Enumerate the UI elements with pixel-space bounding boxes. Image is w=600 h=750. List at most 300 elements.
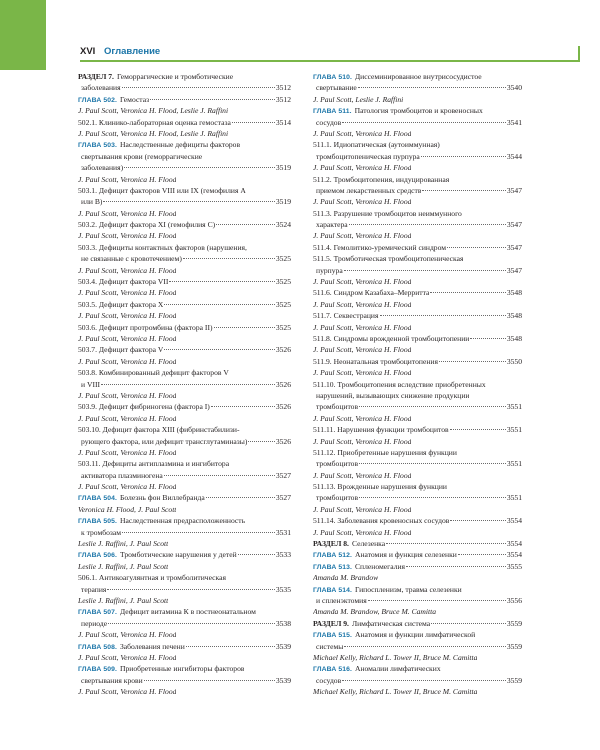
page-ref: 3531	[275, 527, 291, 537]
toc-author-line	[78, 652, 291, 663]
author-names: J. Paul Scott, Veronica H. Flood	[313, 231, 412, 241]
toc-chapter-entry	[313, 549, 522, 560]
toc-entry-line	[313, 242, 522, 253]
page-ref: 3550	[506, 356, 522, 366]
dot-leader	[216, 224, 275, 225]
dot-leader	[342, 680, 506, 681]
toc-chapter-entry	[78, 641, 291, 652]
toc-entry-line	[78, 584, 291, 595]
entry-title: тромбоцитов	[316, 402, 359, 412]
chapter-label: ГЛАВА 505.	[78, 518, 117, 526]
toc-author-line	[313, 367, 522, 378]
author-names: J. Paul Scott, Veronica H. Flood	[78, 333, 177, 343]
dot-leader	[101, 384, 275, 385]
dot-leader	[358, 87, 506, 88]
page-ref: 3535	[275, 584, 291, 594]
toc-author-line	[313, 686, 522, 697]
page-ref: 3541	[506, 117, 522, 127]
chapter-label: ГЛАВА 515.	[313, 632, 352, 640]
entry-title: пурпура	[316, 265, 343, 275]
entry-title: 511.2. Тромбоцитопения, индуцированная	[313, 174, 450, 184]
dot-leader	[359, 463, 506, 464]
toc-entry-line	[313, 356, 522, 367]
toc-author-line	[313, 572, 522, 583]
chapter-label: ГЛАВА 504.	[78, 495, 117, 503]
toc-entry-line	[313, 139, 522, 150]
section-label: РАЗДЕЛ 9.	[313, 618, 349, 628]
toc-author-line	[78, 504, 291, 515]
dot-leader	[164, 349, 274, 350]
page-ref: 3526	[275, 436, 291, 446]
toc-author-line	[78, 265, 291, 276]
author-names: J. Paul Scott, Veronica H. Flood	[78, 265, 177, 275]
author-names: J. Paul Scott, Veronica H. Flood	[78, 447, 177, 457]
toc-entry-line	[313, 287, 522, 298]
dot-leader	[342, 122, 506, 123]
author-names: J. Paul Scott, Veronica H. Flood	[78, 174, 177, 184]
toc-entry-line	[78, 424, 291, 435]
toc-left-column	[78, 71, 291, 697]
author-names: J. Paul Scott, Veronica H. Flood	[313, 527, 412, 537]
author-names: Leslie J. Raffini, J. Paul Scott	[78, 595, 169, 605]
page-ref: 3559	[506, 641, 522, 651]
author-names: J. Paul Scott, Veronica H. Flood, Leslie J. Raffini	[78, 128, 229, 138]
entry-title: 503.9. Дефицит фибриногена (фактора I)	[78, 402, 210, 412]
toc-author-line	[78, 538, 291, 549]
toc-entry-line	[78, 299, 291, 310]
chapter-label: ГЛАВА 508.	[78, 643, 117, 651]
entry-title: Болезнь фон Виллебранда	[119, 493, 205, 503]
entry-title: и спленэктомия	[316, 595, 367, 605]
author-names: J. Paul Scott, Veronica H. Flood	[78, 356, 177, 366]
toc-entry-line	[313, 515, 522, 526]
page-ref: 3548	[506, 311, 522, 321]
toc-right-column	[313, 71, 522, 697]
toc-entry-line	[313, 208, 522, 219]
toc-chapter-entry	[78, 492, 291, 503]
entry-title: к тромбозам	[81, 527, 122, 537]
dot-leader	[422, 190, 505, 191]
entry-title: свертывания крови (геморрагические	[81, 151, 203, 161]
page-ref: 3559	[506, 618, 522, 628]
page-title: Оглавление	[104, 46, 161, 57]
page-ref: 3533	[275, 550, 291, 560]
dot-leader	[150, 99, 275, 100]
toc-entry-line	[313, 185, 522, 196]
toc-entry-line	[78, 458, 291, 469]
entry-title: 503.11. Дефициты антиплазмина и ингибитора	[78, 459, 230, 469]
entry-title: заболевания	[81, 83, 121, 93]
entry-title: Заболевания печени	[119, 641, 185, 651]
toc-author-line	[78, 629, 291, 640]
entry-title: Наследственные дефициты факторов	[119, 140, 241, 150]
author-names: J. Paul Scott, Veronica H. Flood	[313, 345, 412, 355]
toc-chapter-entry	[78, 549, 291, 560]
entry-title: 502.1. Клинико-лабораторная оценка гемостаза	[78, 117, 231, 127]
toc-entry-line	[313, 492, 522, 503]
toc-entry-line	[313, 447, 522, 458]
toc-author-line	[78, 333, 291, 344]
author-names: J. Paul Scott, Veronica H. Flood	[78, 231, 177, 241]
toc-entry-line	[78, 242, 291, 253]
page-ref: 3526	[275, 379, 291, 389]
author-names: J. Paul Scott, Veronica H. Flood	[78, 390, 177, 400]
page-ref: 3554	[506, 516, 522, 526]
entry-title: 503.6. Дефицит протромбина (фактора II)	[78, 322, 213, 332]
entry-title: тромбоцитопеническая пурпура	[316, 151, 420, 161]
page-number: XVI	[80, 46, 96, 57]
toc-author-line	[313, 413, 522, 424]
page-ref: 3527	[275, 470, 291, 480]
page-ref: 3544	[506, 151, 522, 161]
toc-chapter-entry	[78, 663, 291, 674]
toc-entry-line	[313, 401, 522, 412]
toc-chapter-entry	[313, 71, 522, 82]
entry-title: 511.13. Врожденные нарушения функции	[313, 482, 447, 492]
toc-section-entry	[313, 618, 522, 629]
toc-chapter-entry	[313, 105, 522, 116]
page-ref: 3554	[506, 539, 522, 549]
author-names: J. Paul Scott, Veronica H. Flood	[313, 504, 412, 514]
toc-entry-line	[313, 151, 522, 162]
toc-section-entry	[313, 538, 522, 549]
page-ref: 3526	[275, 345, 291, 355]
toc-entry-line	[78, 470, 291, 481]
toc-entry-line	[78, 219, 291, 230]
toc-chapter-entry	[78, 94, 291, 105]
entry-title: 511.1. Идиопатическая (аутоиммунная)	[313, 140, 440, 150]
author-names: J. Paul Scott, Veronica H. Flood	[313, 277, 412, 287]
author-names: J. Paul Scott, Veronica H. Flood	[78, 687, 177, 697]
toc-chapter-entry	[78, 515, 291, 526]
chapter-label: ГЛАВА 510.	[313, 74, 352, 81]
green-corner-tab	[0, 0, 46, 70]
toc-entry-line	[78, 618, 291, 629]
page-ref: 3548	[506, 288, 522, 298]
entry-title: 503.4. Дефицит фактора VII	[78, 277, 169, 287]
dot-leader	[144, 680, 275, 681]
dot-leader	[248, 441, 274, 442]
entry-title: заболевания)	[81, 163, 124, 173]
toc-author-line	[313, 527, 522, 538]
toc-entry-line	[313, 675, 522, 686]
toc-entry-line	[313, 379, 522, 390]
entry-title: 503.1. Дефицит факторов VIII или IX (гемофилия А	[78, 185, 246, 195]
author-names: J. Paul Scott, Veronica H. Flood	[78, 652, 177, 662]
entry-title: характера	[316, 220, 348, 230]
author-names: J. Paul Scott, Leslie J. Raffini	[313, 94, 404, 104]
toc-author-line	[313, 504, 522, 515]
dot-leader	[458, 554, 506, 555]
author-names: J. Paul Scott, Veronica H. Flood	[313, 368, 412, 378]
entry-title: Лимфатическая система	[351, 618, 431, 628]
section-label: РАЗДЕЛ 7.	[78, 72, 114, 81]
page-ref: 3514	[275, 117, 291, 127]
dot-leader	[214, 327, 275, 328]
toc-entry-line	[78, 162, 291, 173]
author-names: J. Paul Scott, Veronica H. Flood	[313, 197, 412, 207]
entry-title: или В)	[81, 197, 103, 207]
page-ref: 3547	[506, 265, 522, 275]
page-ref: 3551	[506, 402, 522, 412]
toc-entry-line	[313, 174, 522, 185]
toc-entry-line	[313, 481, 522, 492]
dot-leader	[186, 646, 275, 647]
toc-section-entry	[78, 71, 291, 82]
dot-leader	[359, 406, 506, 407]
entry-title: 511.4. Гемолитико-уремический синдром	[313, 242, 447, 252]
dot-leader	[450, 520, 505, 521]
entry-title: Приобретенные ингибиторы факторов	[119, 664, 245, 674]
entry-title: сосудов	[316, 675, 342, 685]
toc-entry-line	[78, 185, 291, 196]
toc-author-line	[78, 481, 291, 492]
author-names: J. Paul Scott, Veronica H. Flood	[78, 208, 177, 218]
header-rule	[80, 60, 580, 62]
page-ref: 3551	[506, 493, 522, 503]
dot-leader	[421, 156, 506, 157]
toc-entry-line	[313, 424, 522, 435]
entry-title: Анатомия и функция селезенки	[354, 550, 457, 560]
header-rule-end	[578, 46, 580, 62]
toc-entry-line	[78, 401, 291, 412]
chapter-label: ГЛАВА 512.	[313, 552, 352, 560]
toc-author-line	[78, 561, 291, 572]
entry-title: тромбоцитов	[316, 459, 359, 469]
chapter-label: ГЛАВА 507.	[78, 609, 117, 617]
toc-author-line	[313, 470, 522, 481]
page-ref: 3512	[275, 83, 291, 93]
entry-title: 503.10. Дефицит фактора XIII (фибринстабилизи-	[78, 425, 240, 435]
author-names: Amanda M. Brandow, Bruce M. Camitta	[313, 607, 437, 617]
entry-title: Дефицит витамина К в постнеонатальном	[119, 607, 256, 617]
chapter-label: ГЛАВА 502.	[78, 96, 117, 104]
dot-leader	[107, 589, 274, 590]
dot-leader	[406, 566, 506, 567]
author-names: J. Paul Scott, Veronica H. Flood	[78, 630, 177, 640]
toc-author-line	[78, 174, 291, 185]
toc-author-line	[78, 230, 291, 241]
page-ref: 3547	[506, 220, 522, 230]
toc-entry-line	[313, 117, 522, 128]
page-header	[80, 44, 580, 60]
author-names: Leslie J. Raffini, J. Paul Scott	[78, 561, 169, 571]
chapter-label: ГЛАВА 506.	[78, 552, 117, 560]
toc-entry-line	[313, 82, 522, 93]
toc-author-line	[313, 196, 522, 207]
author-names: J. Paul Scott, Veronica H. Flood	[78, 413, 177, 423]
toc-entry-line	[313, 219, 522, 230]
entry-title: 511.14. Заболевания кровеносных сосудов	[313, 516, 450, 526]
author-names: J. Paul Scott, Veronica H. Flood	[313, 470, 412, 480]
toc-entry-line	[78, 82, 291, 93]
toc-entry-line	[78, 379, 291, 390]
dot-leader	[108, 623, 275, 624]
entry-title: рующего фактора, или дефицит трансглутаминазы)	[81, 436, 248, 446]
dot-leader	[380, 315, 506, 316]
entry-title: Гемостаз	[119, 94, 150, 104]
toc-entry-line	[78, 117, 291, 128]
author-names: J. Paul Scott, Veronica H. Flood	[313, 436, 412, 446]
toc-entry-line	[78, 253, 291, 264]
author-names: J. Paul Scott, Veronica H. Flood	[78, 288, 177, 298]
dot-leader	[386, 543, 506, 544]
author-names: J. Paul Scott, Veronica H. Flood	[313, 322, 412, 332]
entry-title: 503.2. Дефицит фактора XI (гемофилия С)	[78, 220, 216, 230]
dot-leader	[368, 600, 506, 601]
page-ref: 3519	[275, 197, 291, 207]
page-ref: 3559	[506, 675, 522, 685]
entry-title: Патология тромбоцитов и кровеносных	[354, 106, 483, 116]
author-names: Michael Kelly, Richard L. Tower II, Bruce M. Camitta	[313, 687, 478, 697]
page-ref: 3547	[506, 242, 522, 252]
toc-entry-line	[313, 641, 522, 652]
page-ref: 3540	[506, 83, 522, 93]
entry-title: 503.8. Комбинированный дефицит факторов V	[78, 368, 229, 378]
entry-title: 511.3. Разрушение тромбоцитов неиммунного	[313, 208, 462, 218]
toc-author-line	[78, 356, 291, 367]
author-names: Amanda M. Brandow	[313, 573, 379, 583]
toc-entry-line	[78, 151, 291, 162]
dot-leader	[183, 258, 275, 259]
dot-leader	[206, 497, 275, 498]
page-ref: 3538	[275, 618, 291, 628]
dot-leader	[431, 623, 506, 624]
toc-author-line	[78, 447, 291, 458]
page-ref: 3525	[275, 322, 291, 332]
toc-entry-line	[78, 196, 291, 207]
dot-leader	[430, 292, 505, 293]
page-ref: 3539	[275, 675, 291, 685]
entry-title: Тромботические нарушения у детей	[119, 550, 237, 560]
chapter-label: ГЛАВА 509.	[78, 666, 117, 674]
entry-title: сосудов	[316, 117, 342, 127]
toc-entry-line	[313, 310, 522, 321]
toc-entry-line	[78, 367, 291, 378]
toc-entry-line	[313, 458, 522, 469]
dot-leader	[232, 122, 275, 123]
entry-title: Геморрагические и тромботические	[116, 72, 234, 81]
dot-leader	[447, 247, 506, 248]
entry-title: 511.6. Синдром Казабаха–Мерритта	[313, 288, 430, 298]
toc-chapter-entry	[78, 606, 291, 617]
toc-author-line	[78, 595, 291, 606]
entry-title: активатора плазминогена	[81, 470, 163, 480]
entry-title: Селезенка	[351, 539, 386, 549]
entry-title: приемом лекарственных средств	[316, 185, 422, 195]
dot-leader	[359, 497, 506, 498]
toc-author-line	[78, 128, 291, 139]
entry-title: 506.1. Антикоагулянтная и тромболитическая	[78, 573, 226, 583]
entry-title: Спленомегалия	[354, 561, 406, 571]
chapter-label: ГЛАВА 516.	[313, 666, 352, 674]
toc-chapter-entry	[313, 561, 522, 572]
dot-leader	[349, 224, 506, 225]
author-names: J. Paul Scott, Veronica H. Flood	[313, 128, 412, 138]
entry-title: 503.5. Дефицит фактора X	[78, 299, 164, 309]
page-ref: 3524	[275, 220, 291, 230]
toc-author-line	[313, 436, 522, 447]
author-names: J. Paul Scott, Veronica H. Flood, Leslie J. Raffini	[78, 106, 229, 116]
entry-title: Анатомия и функции лимфатической	[354, 630, 476, 640]
toc-chapter-entry	[313, 663, 522, 674]
entry-title: 511.10. Тромбоцитопения вследствие приобретенных	[313, 379, 486, 389]
page-ref: 3525	[275, 277, 291, 287]
page-ref: 3548	[506, 333, 522, 343]
toc-chapter-entry	[78, 139, 291, 150]
toc-entry-line	[313, 253, 522, 264]
toc-entry-line	[313, 595, 522, 606]
dot-leader	[238, 554, 275, 555]
page-ref: 3525	[275, 299, 291, 309]
entry-title: 511.11. Нарушения функции тромбоцитов	[313, 425, 449, 435]
toc-author-line	[313, 606, 522, 617]
toc-entry-line	[78, 436, 291, 447]
author-names: J. Paul Scott, Veronica H. Flood	[313, 299, 412, 309]
dot-leader	[344, 646, 505, 647]
entry-title: Наследственная предрасположенность	[119, 516, 246, 526]
entry-title: 511.8. Синдромы врожденной тромбоцитопении	[313, 333, 470, 343]
toc-chapter-entry	[313, 584, 522, 595]
page-ref: 3512	[275, 94, 291, 104]
author-names: J. Paul Scott, Veronica H. Flood	[313, 163, 412, 173]
toc-entry-line	[78, 675, 291, 686]
entry-title: терапия	[81, 584, 107, 594]
toc-author-line	[78, 287, 291, 298]
page-ref: 3547	[506, 185, 522, 195]
toc-author-line	[313, 162, 522, 173]
section-label: РАЗДЕЛ 8.	[313, 539, 349, 549]
dot-leader	[103, 201, 274, 202]
dot-leader	[164, 475, 275, 476]
author-names: Veronica H. Flood, J. Paul Scott	[78, 504, 177, 514]
chapter-label: ГЛАВА 511.	[313, 108, 352, 116]
entry-title: 511.5. Тромботическая тромбоцитопеническая	[313, 254, 464, 264]
entry-title: 503.7. Дефицит фактора V	[78, 345, 164, 355]
toc-author-line	[78, 105, 291, 116]
dot-leader	[169, 281, 274, 282]
entry-title: 503.3. Дефициты контактных факторов (нарушения,	[78, 242, 247, 252]
author-names: Leslie J. Raffini, J. Paul Scott	[78, 539, 169, 549]
entry-title: 511.7. Секвестрация	[313, 311, 379, 321]
toc-entry-line	[78, 344, 291, 355]
toc-entry-line	[78, 276, 291, 287]
entry-title: тромбоцитов	[316, 493, 359, 503]
dot-leader	[344, 270, 506, 271]
entry-title: нарушений, вызывающих снижение продукции	[316, 390, 470, 400]
entry-title: 511.12. Приобретенные нарушения функции	[313, 447, 457, 457]
toc-author-line	[313, 344, 522, 355]
author-names: J. Paul Scott, Veronica H. Flood	[78, 482, 177, 492]
dot-leader	[470, 338, 505, 339]
entry-title: свертывание	[316, 83, 357, 93]
page-ref: 3556	[506, 595, 522, 605]
toc-author-line	[78, 310, 291, 321]
entry-title: 511.9. Неонатальная тромбоцитопения	[313, 356, 438, 366]
dot-leader	[164, 304, 274, 305]
dot-leader	[211, 406, 275, 407]
toc-entry-line	[313, 333, 522, 344]
page-ref: 3555	[506, 561, 522, 571]
entry-title: не связанные с кровотечением)	[81, 254, 182, 264]
toc-entry-line	[313, 390, 522, 401]
dot-leader	[450, 429, 506, 430]
toc-author-line	[313, 322, 522, 333]
toc-author-line	[313, 299, 522, 310]
dot-leader	[439, 361, 506, 362]
toc-author-line	[313, 230, 522, 241]
toc-author-line	[78, 686, 291, 697]
